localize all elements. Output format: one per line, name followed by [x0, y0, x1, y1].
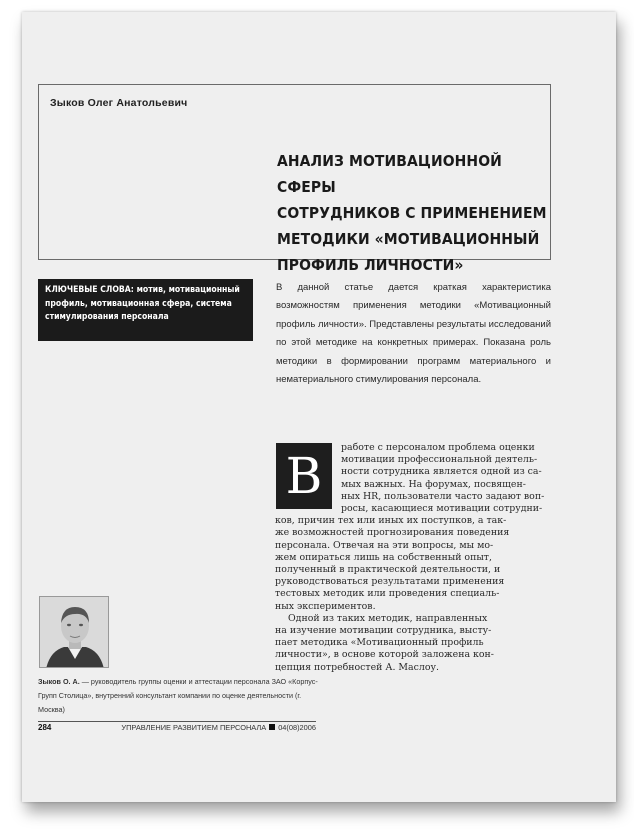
title-line: МЕТОДИКИ «МОТИВАЦИОННЫЙ — [277, 230, 540, 248]
author-name: Зыков Олег Анатольевич — [50, 97, 188, 109]
portrait-image — [40, 597, 109, 668]
body-line: росы, касающиеся мотивации сотрудни- — [341, 503, 543, 515]
caption-name: Зыков О. А. — [38, 677, 80, 686]
body-line: мых важных. На форумах, посвящен- — [341, 478, 526, 490]
keywords-label: КЛЮЧЕВЫЕ СЛОВА: — [45, 285, 134, 295]
body-line: цепция потребностей А. Маслоу. — [275, 661, 439, 673]
keywords-box — [38, 279, 253, 341]
title-line: АНАЛИЗ МОТИВАЦИОННОЙ СФЕРЫ — [277, 152, 502, 196]
body-line: жем опираться лишь на собственный опыт, — [275, 551, 492, 563]
keywords-text: мотив, мотивационный профиль, мотивационная сфера, система стимулирования персонала — [45, 285, 240, 322]
body-line: же возможностей прогнозирования поведения — [275, 527, 510, 539]
issue-number: 04(08)2006 — [278, 723, 316, 732]
article-body — [275, 442, 551, 674]
body-line: ных HR, пользователи часто задают воп- — [341, 490, 545, 502]
body-line: мотивации профессиональной деятель- — [341, 454, 538, 466]
body-line: ных экспериментов. — [275, 600, 376, 612]
journal-title — [121, 722, 316, 734]
body-line: Одной из таких методик, направленных — [288, 612, 488, 624]
author-caption — [38, 675, 318, 717]
abstract: В данной статье дается краткая характеристика возможностям применения методики «Мотивационный профиль личности». Представлены результаты исследований по этой методике на конкретных примерах. Показана роль методики в формировании программ материального и нематериального стимулирования персонала. — [276, 282, 552, 386]
body-line: ности сотрудника является одной из са- — [341, 466, 542, 478]
body-line: полученный в практической деятельности, и — [275, 564, 501, 576]
title-line: ПРОФИЛЬ ЛИЧНОСТИ» — [277, 256, 464, 274]
body-line: работе с персоналом проблема оценки — [341, 442, 535, 453]
body-line: на изучение мотивации сотрудника, высту- — [275, 625, 492, 637]
caption-text: — руководитель группы оценки и аттестации персонала ЗАО «Корпус-Групп Столица», внутренний консультант компании по оценке деятельности (г. Москва) — [38, 677, 318, 714]
body-line: личности», в основе которой заложена кон- — [275, 649, 494, 661]
article-title — [277, 148, 547, 278]
journal-name: УПРАВЛЕНИЕ РАЗВИТИЕМ ПЕРСОНАЛА — [121, 723, 267, 732]
page-footer — [38, 722, 316, 734]
body-line: пает методика «Мотивационный профиль — [275, 637, 484, 649]
body-line: руководствоваться результатами применения — [275, 576, 505, 588]
body-line: тестовых методик или проведения специаль- — [275, 588, 500, 600]
square-bullet-icon — [269, 724, 275, 730]
body-line: персонала. Отвечая на эти вопросы, мы мо- — [275, 539, 494, 551]
drop-cap: В — [276, 443, 332, 509]
page-number: 284 — [38, 723, 52, 732]
title-line: СОТРУДНИКОВ С ПРИМЕНЕНИЕМ — [277, 204, 547, 222]
author-photo — [39, 596, 109, 668]
body-line: ков, причин тех или иных их поступков, а так- — [275, 515, 507, 527]
